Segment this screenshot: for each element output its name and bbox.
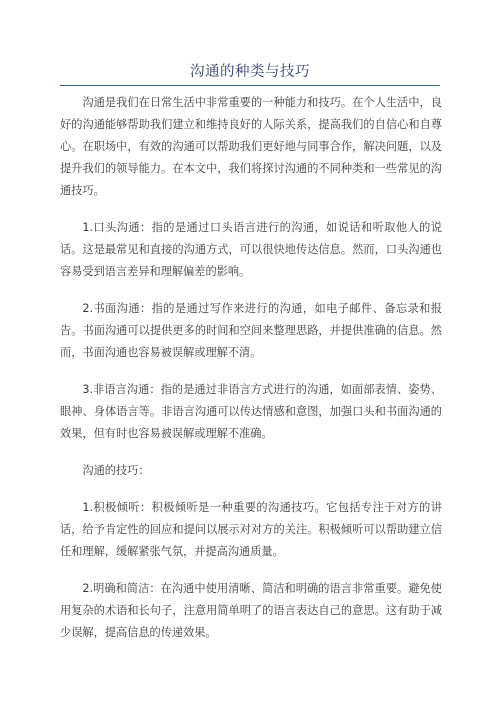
intro-paragraph: 沟通是我们在日常生活中非常重要的一种能力和技巧。在个人生活中，良好的沟通能够帮助我们建立和维持良好的人际关系，提高我们的自信心和自尊心。在职场中，有效的沟通可以帮助我们更好地与同事合作，解决问题，以及提升我们的领导能力。在本文中，我们将探讨沟通的不同种类和一些常见的沟通技巧。 xyxy=(60,96,442,197)
document-title: 沟通的种类与技巧 xyxy=(190,64,310,80)
oral-communication-paragraph: 1.口头沟通：指的是通过口头语言进行的沟通，如说话和听取他人的说话。这是最常见和直接的沟通方式，可以很快地传达信息。然而，口头沟通也容易受到语言差异和理解偏差的影响。 xyxy=(60,221,442,278)
active-listening-paragraph: 1.积极倾听：积极倾听是一种重要的沟通技巧。它包括专注于对方的讲话，给予肯定性的回应和提问以展示对对方的关注。积极倾听可以帮助建立信任和理解，缓解紧张气氛，并提高沟通质量。 xyxy=(60,501,442,558)
nonverbal-communication-paragraph: 3.非语言沟通：指的是通过非语言方式进行的沟通，如面部表情、姿势、眼神、身体语言等。非语言沟通可以传达情感和意图，加强口头和书面沟通的效果，但有时也容易被误解或理解不准确。 xyxy=(60,383,442,440)
skills-heading: 沟通的技巧： xyxy=(82,464,150,477)
document-body xyxy=(60,92,442,659)
title-underline xyxy=(60,85,440,86)
clear-concise-paragraph: 2.明确和简洁：在沟通中使用清晰、简洁和明确的语言非常重要。避免使用复杂的术语和长句子，注意用简单明了的语言表达自己的意思。这有助于减少误解，提高信息的传递效果。 xyxy=(60,582,442,639)
written-communication-paragraph: 2.书面沟通：指的是通过写作来进行的沟通，如电子邮件、备忘录和报告。书面沟通可以提供更多的时间和空间来整理思路，并提供准确的信息。然而，书面沟通也容易被误解或理解不清。 xyxy=(60,302,442,359)
